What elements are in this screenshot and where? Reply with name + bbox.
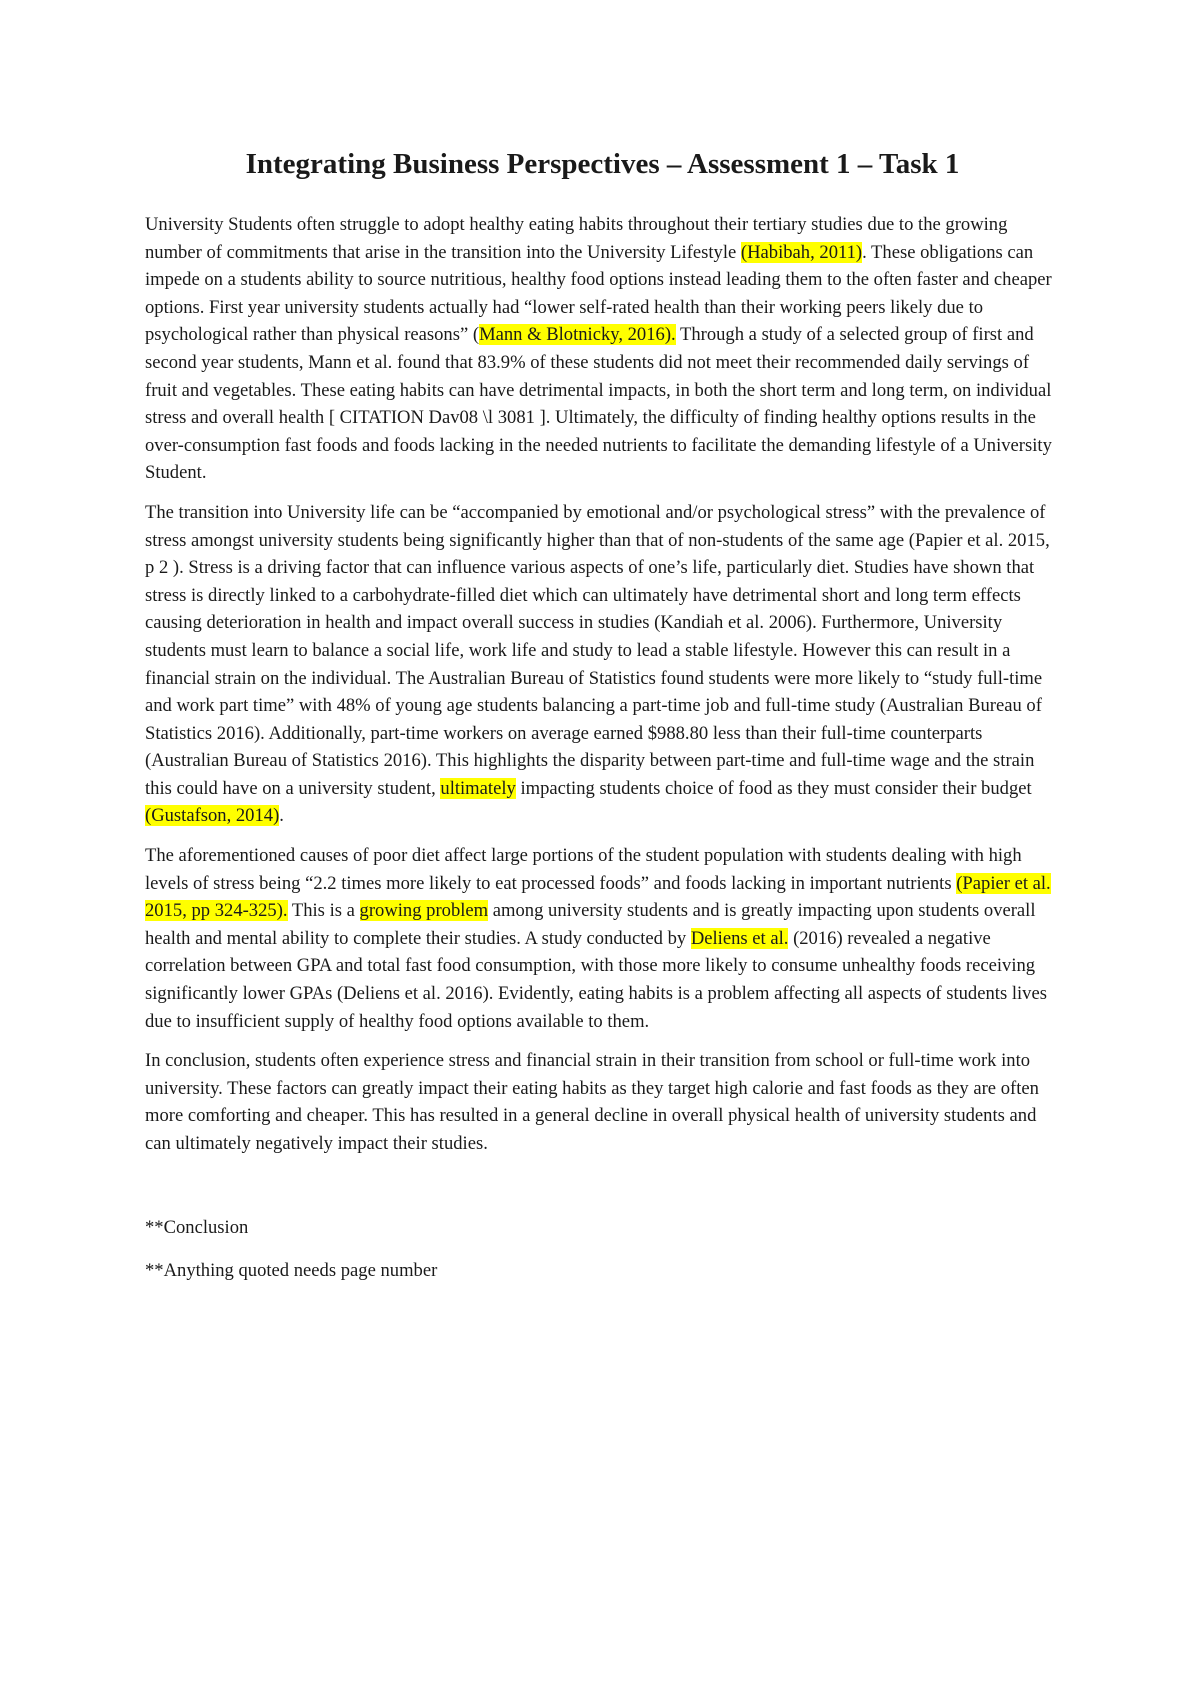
paragraph-1 [145,211,1060,487]
p2-text-b: impacting students choice of food as they must consider their budget [515,777,1032,799]
p1-text-c: Through a study of a selected group of first and second year students, Mann et al. found that 83.9% of these students did not meet their recommended daily servings of fruit and vegetables. These eating habits can have detrimental impacts, in both the short term and long term, on individual stress and overall health [ CITATION Dav08 \l 3081 ]. Ultimately, the difficulty of finding healthy options results in the over-consumption fast foods and foods lacking in the needed nutrients to facilitate the demanding lifestyle of a University Student. [145,324,1052,484]
p1-text-a: University Students often struggle to adopt healthy eating habits throughout their tertiary studies due to the growing number of commitments that arise in the transition into the University Lifestyle [145,214,1008,263]
p2-text-c: . [279,805,284,827]
citation-highlight: (Gustafson, 2014) [145,805,280,827]
p3-text-b: This is a [287,900,360,922]
note-item: **Anything quoted needs page number [145,1260,438,1282]
word-highlight: ultimately [440,777,516,799]
document-page [145,148,1060,1301]
p2-text-a: The transition into University life can be “accompanied by emotional and/or psychological stress” with the prevalence of stress amongst university students being significantly higher than that of non-students of the same age (Papier et al. 2015, p 2 ). Stress is a driving factor that can influence various aspects of one’s life, particularly diet. Studies have shown that stress is directly linked to a carbohydrate-filled diet which can ultimately have detrimental short and long term effects causing deterioration in health and impact overall success in studies (Kandiah et al. 2006). Furthermore, University students must learn to balance a social life, work life and study to lead a stable lifestyle. However this can result in a financial strain on the individual. The Australian Bureau of Statistics found students were more likely to “study full-time and work part time” with 48% of young age students balancing a part-time job and full-time study (Australian Bureau of Statistics 2016). Additionally, part-time workers on average earned $988.80 less than their full-time counterparts (Australian Bureau of Statistics 2016). This highlights the disparity between part-time and full-time wage and the strain this could have on a university student, [145,501,1050,799]
paragraph-2 [145,499,1060,830]
p1-text-b: . These obligations can impede on a students ability to source nutritious, healthy food options instead leading them to the often faster and cheaper options. First year university students actually had “lower self-rated health than their working peers likely due to psychological rather than physical reasons” ( [145,241,1052,346]
citation-highlight: Mann & Blotnicky, 2016). [479,324,676,346]
citation-highlight: (Habibah, 2011) [740,241,863,263]
note-item: **Conclusion [145,1216,249,1238]
p3-text-d: (2016) revealed a negative correlation between GPA and total fast food consumption, with those more likely to consume unhealthy foods receiving significantly lower GPAs (Deliens et al. 2016). Evidently, eating habits is a problem affecting all aspects of students lives due to insufficient supply of healthy food options available to them. [145,927,1047,1032]
notes-section [145,1214,1060,1285]
word-highlight: growing problem [359,900,489,922]
p3-text-a: The aforementioned causes of poor diet affect large portions of the student population with students dealing with high levels of stress being “2.2 times more likely to eat processed foods” and foods lacking in important nutrients [145,845,1022,894]
citation-highlight: (Papier et al. 2015, pp 324-325). [145,872,1051,922]
word-highlight: Deliens et al. [690,927,789,949]
document-title: Integrating Business Perspectives – Assessment 1 – Task 1 [245,148,960,180]
p3-text-c: among university students and is greatly impacting upon students overall health and mental ability to complete their studies. A study conducted by [145,900,1036,949]
paragraph-4: In conclusion, students often experience stress and financial strain in their transition from school or full-time work into university. These factors can greatly impact their eating habits as they target high calorie and fast foods as they are often more comforting and cheaper. This has resulted in a general decline in overall physical health of university students and can ultimately negatively impact their studies. [145,1050,1039,1154]
paragraph-3 [145,842,1060,1035]
